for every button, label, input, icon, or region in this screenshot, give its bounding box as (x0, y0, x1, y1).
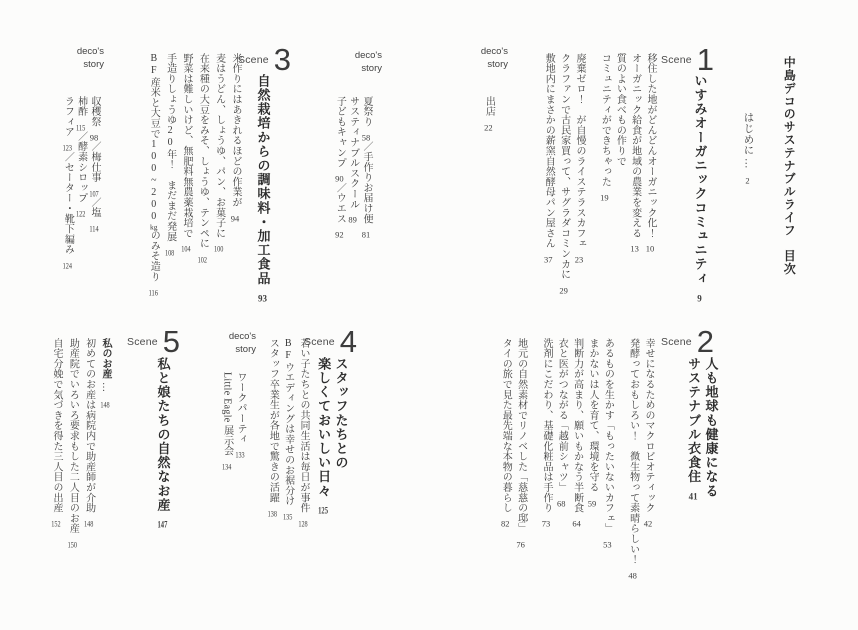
scene2-title-line1: 人も地球も健康になる (703, 357, 719, 498)
scene1-title-column (689, 74, 709, 303)
page-number: 29 (559, 285, 568, 295)
story-entry: 夏祭り58／手作りお届け便81 (361, 96, 372, 239)
scene2-story-items (332, 96, 374, 238)
toc-entry: スタッフ卒業生が各地で驚きの活躍138 (267, 338, 279, 518)
scene5-number: 5 (162, 324, 181, 359)
page-number: 98 (89, 132, 99, 142)
page-number: 150 (67, 539, 77, 549)
toc-entry: 移住した地がどんどんオーガニック化！10 (645, 53, 656, 253)
scene2-title-column (683, 357, 720, 501)
scene5-title: 私と娘たちの自然なお産147 (155, 357, 171, 530)
scene-label: Scene (304, 336, 335, 348)
scene1-header (661, 44, 714, 75)
page-number: 94 (230, 213, 240, 222)
page-number: 22 (484, 122, 493, 132)
scene1-title: いすみオーガニックコミュニティ9 (692, 74, 708, 303)
page-number: 107 (89, 188, 99, 198)
page-number: 41 (688, 491, 698, 501)
page-number: 13 (630, 244, 639, 253)
separator: ／ (361, 141, 372, 152)
page-number: 125 (318, 506, 328, 515)
leader-dots: … (100, 382, 111, 393)
scene1-number: 1 (696, 42, 715, 77)
page-number: 108 (164, 247, 175, 257)
page-number: 102 (197, 254, 207, 264)
toc-entry: 助産院でいろいろ要求もした二人目のお産150 (67, 338, 79, 549)
scene4-story-items (219, 372, 248, 471)
story-entry: サスティナブルスクール89 (347, 96, 359, 224)
toc-entry: クラファンで古民家買って、サグラダコミンカに29 (558, 53, 570, 295)
toc-entry: 麦はうどん、しょうゆ、パン、お菓子に100 (213, 53, 225, 253)
scene5-entries (46, 338, 116, 548)
scene3-story-items (60, 96, 102, 269)
page-number: 135 (282, 512, 293, 521)
story-entry: Little Eagle 展示会134 (221, 372, 233, 471)
page-number: 2 (745, 176, 750, 185)
toc-entry: 敷地内にまさかの薪窯自然酵母パン屋さん37 (543, 53, 555, 264)
page-number: 116 (148, 287, 158, 297)
page-number: 90 (335, 174, 344, 183)
toc-entry: 廃棄ゼロ！ が自慢のライステラスカフェ23 (573, 53, 585, 264)
toc-entry: 在来種の大豆をみそ、しょうゆ、テンペに102 (197, 53, 209, 264)
toc-entry: タイの旅で見た最先端な本物の暮らし82 (500, 338, 512, 528)
scene3-entries (143, 53, 246, 296)
page-number: 37 (544, 254, 553, 264)
decos-story-label: deco's story (480, 46, 508, 70)
page-number: 128 (298, 519, 308, 528)
separator: ／ (62, 151, 74, 163)
scene3-title: 自然栽培からの調味料・加工食品93 (255, 74, 271, 303)
page-number: 48 (628, 570, 637, 580)
scene4-title-line2: 楽しくておいしい日々125 (316, 357, 332, 515)
story-entry: ラフィア123／セーター・靴下編み124 (62, 96, 74, 270)
toc-entry: 若い子たちとの共同生活は毎日が事件128 (298, 338, 309, 528)
toc-entry: 幸せになるためのマクロビオティック42 (643, 338, 654, 528)
toc-entry: 米作りにはあきれるほどの作業が94 (230, 53, 241, 222)
page-number: 147 (157, 520, 168, 530)
page-number: 23 (574, 254, 584, 264)
page-number: 19 (600, 192, 609, 202)
page-number: 148 (83, 519, 94, 528)
toc-entry: 初めてのお産は病院内で助産師が介助148 (83, 338, 95, 528)
toc-entry: 衣と医がつながる「越前シャツ」68 (556, 338, 568, 507)
page-number: 134 (221, 462, 232, 471)
toc-entry: 地元の自然素材でリノベした「慈慈の邸」76 (515, 338, 527, 549)
intro-entry (742, 112, 754, 185)
scene2-number: 2 (696, 324, 715, 359)
toc-entry: 私のお産…148 (100, 338, 111, 409)
page-number: 64 (572, 519, 581, 528)
story-entry: 子どもキャンプ90／ウエス92 (334, 96, 346, 239)
scene-label: Scene (661, 54, 692, 66)
page-number: 152 (51, 519, 61, 528)
book-title: 中島デコのサステナブルライフ 目次 (782, 56, 797, 276)
scene3-title-column (252, 74, 272, 303)
separator: ／ (89, 197, 100, 208)
decos-story-label: deco's story (76, 46, 104, 70)
scene2-title-line2: サステナブル衣食住41 (686, 357, 702, 501)
page-number: 68 (557, 498, 566, 507)
book-title-column (779, 56, 798, 275)
kg-unit: kg (150, 222, 158, 231)
page-number: 10 (645, 244, 655, 253)
page-number: 124 (62, 260, 72, 270)
scene4-title-line1: スタッフたちとの (333, 357, 349, 470)
page-number: 89 (348, 215, 357, 224)
leader-dots: … (742, 158, 754, 170)
toc-entry: BF産米と大豆で100~200kgのみそ造り116 (148, 53, 160, 297)
decos-story-label: deco's story (228, 331, 256, 355)
story-entry: 柿酢115／酵素シロップ122 (75, 96, 87, 218)
story-entry: ワークパーティ133 (235, 372, 246, 459)
story-entry: 出店22 (483, 96, 495, 132)
page-number: 104 (181, 244, 191, 253)
separator: ／ (75, 131, 87, 142)
decos-story-label: deco's story (354, 50, 382, 74)
page-number: 138 (267, 508, 277, 518)
page-number: 122 (75, 209, 86, 218)
toc-entry: 洗剤にこだわり、基礎化粧品は手作り73 (540, 338, 552, 528)
page-number: 76 (516, 539, 525, 549)
page-number: 81 (361, 229, 371, 239)
intro-label: はじめに (742, 112, 754, 156)
scene3-number: 3 (273, 42, 292, 77)
scene1-story-items (481, 96, 496, 131)
scene-label: Scene (238, 54, 269, 66)
page-number: 100 (213, 244, 224, 253)
page-number: 93 (257, 293, 267, 303)
page-number: 92 (335, 229, 344, 239)
toc-entry: 発酵っておもしろい！ 微生物って素晴らしい！48 (627, 338, 639, 580)
toc-entry: 自宅分娩で気づきを得た三人目の出産152 (50, 338, 62, 528)
scene4-entries (263, 338, 313, 528)
page-number: 148 (100, 399, 110, 409)
page-number: 73 (541, 519, 551, 528)
page-number: 115 (75, 122, 86, 132)
scene5-header (127, 326, 180, 357)
story-entry: 収穫祭98／梅仕事107／塩114 (89, 96, 100, 233)
toc-entry: 判断力が高まり、願いもかなう半断食64 (571, 338, 583, 528)
toc-entry: あるものを生かす「もったいないカフェ」53 (602, 338, 614, 549)
scene1-entries (539, 53, 660, 294)
separator: ／ (89, 141, 100, 152)
separator: ／ (334, 182, 346, 193)
scene2-entries (496, 338, 658, 579)
page-number: 123 (62, 143, 72, 152)
scene4-number: 4 (339, 324, 358, 359)
scene5-title-column (152, 357, 172, 529)
toc-entry: 質のよい食べもの作りで (614, 53, 626, 167)
page-number: 53 (603, 539, 612, 549)
intro-column (742, 112, 754, 185)
scene-label: Scene (127, 336, 158, 348)
page-number: 59 (587, 498, 597, 507)
toc-entry: まかないは人を育て、環境を守る59 (586, 338, 598, 507)
toc-entry: 手造りしょうゆ20年！ まだまだ発展108 (164, 53, 176, 257)
scene-label: Scene (661, 336, 692, 348)
page-number: 82 (501, 519, 510, 528)
toc-entry-continued: コミュニティができちゃった19 (599, 53, 611, 202)
toc-entry: オーガニック給食が地域の農業を変える13 (629, 53, 641, 253)
toc-entry: BFウエディングは幸せのお裾分け135 (282, 338, 294, 521)
page-number: 42 (643, 519, 653, 528)
page-number: 58 (361, 132, 371, 142)
page-number: 114 (89, 223, 99, 233)
page-number: 9 (697, 293, 702, 303)
scene2-header (661, 326, 714, 357)
page-number: 133 (235, 450, 245, 459)
toc-entry: 野菜は難しいけど、無肥料無農薬栽培で104 (180, 53, 192, 253)
scene4-title-column (313, 357, 350, 515)
